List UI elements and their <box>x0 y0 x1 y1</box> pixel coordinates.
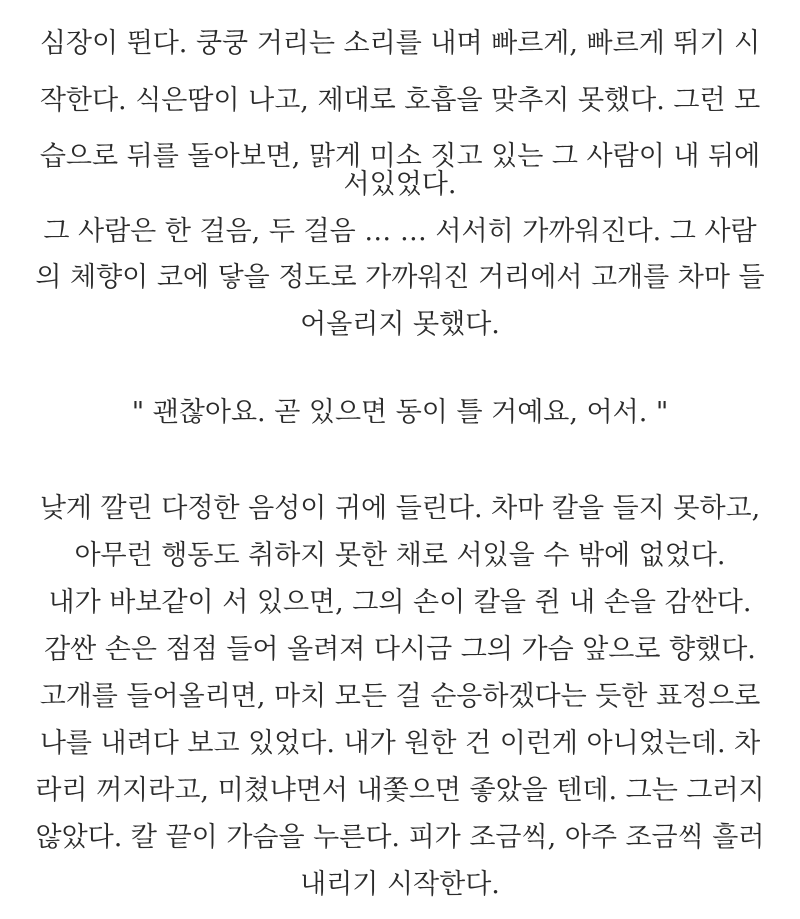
text-line: 서있었다. <box>343 169 457 200</box>
text-line: 습으로 뒤를 돌아보면, 맑게 미소 짓고 있는 그 사람이 내 뒤에 <box>39 141 761 172</box>
text-line: 낮게 깔린 다정한 음성이 귀에 들린다. 차마 칼을 들지 못하고, <box>39 493 761 524</box>
text-line: 아무런 행동도 취하지 못한 채로 서있을 수 밖에 없었다. <box>74 540 726 571</box>
text-line: 않았다. 칼 끝이 가슴을 누른다. 피가 조금씩, 아주 조금씩 흘러 <box>35 822 765 853</box>
text-line: 내가 바보같이 서 있으면, 그의 손이 칼을 쥔 내 손을 감싼다. <box>48 587 752 618</box>
text-line: 작한다. 식은땀이 나고, 제대로 호흡을 맞추지 못했다. 그런 모 <box>39 85 761 116</box>
dialogue-line: " 괜찮아요. 곧 있으면 동이 틀 거예요, 어서. " <box>131 397 669 428</box>
text-line: 고개를 들어올리면, 마치 모든 걸 순응하겠다는 듯한 표정으로 <box>39 681 761 712</box>
text-line: 어올리지 못했다. <box>300 309 500 340</box>
text-line: 심장이 뛴다. 쿵쿵 거리는 소리를 내며 빠르게, 빠르게 뛰기 시 <box>39 28 761 59</box>
text-line: 라리 꺼지라고, 미쳤냐면서 내쫓으면 좋았을 텐데. 그는 그러지 <box>35 775 765 806</box>
text-line: 감싼 손은 점점 들어 올려져 다시금 그의 가슴 앞으로 향했다. <box>44 634 756 665</box>
text-line: 나를 내려다 보고 있었다. 내가 원한 건 이런게 아니었는데. 차 <box>39 728 761 759</box>
text-line: 의 체향이 코에 닿을 정도로 가까워진 거리에서 고개를 차마 들 <box>35 262 765 293</box>
text-line: 내리기 시작한다. <box>300 869 500 900</box>
text-line: 그 사람은 한 걸음, 두 걸음 … … 서서히 가까워진다. 그 사람 <box>43 216 757 247</box>
